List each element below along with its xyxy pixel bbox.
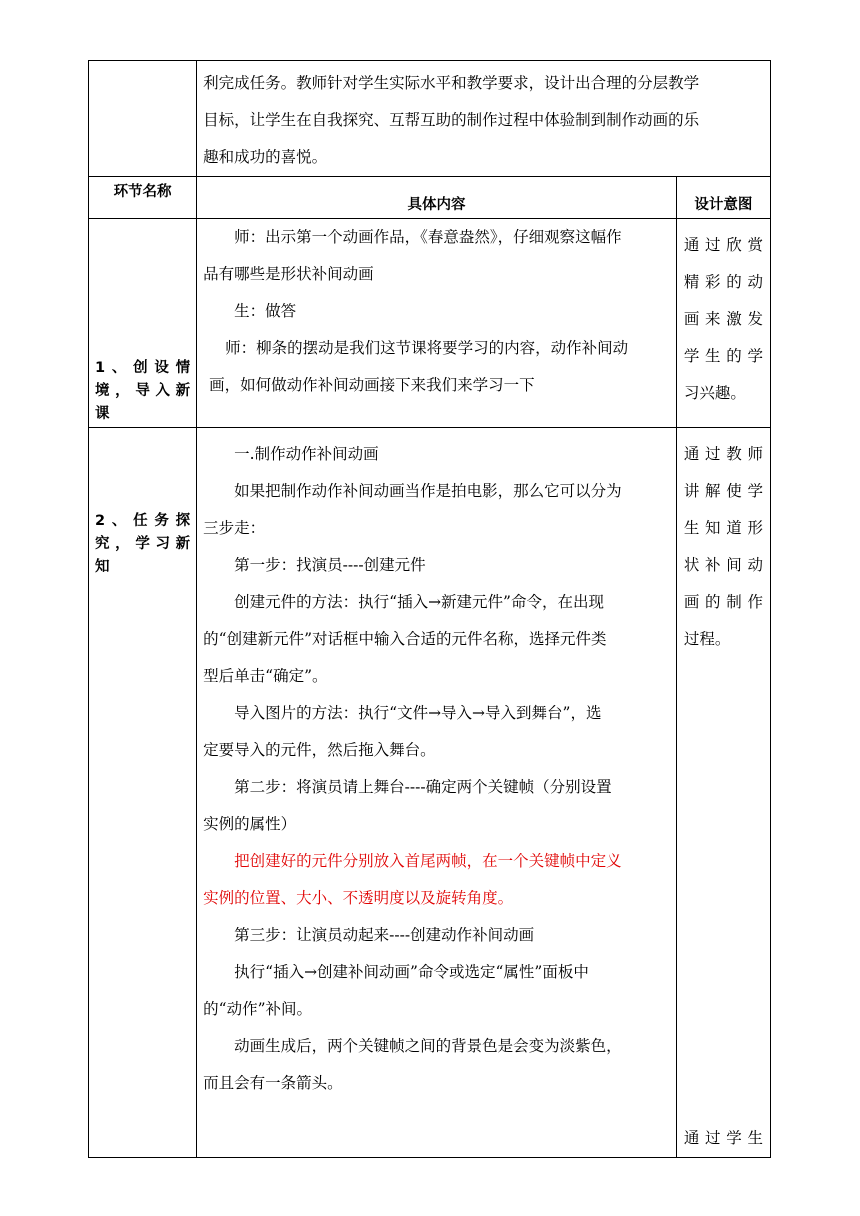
stage-intent-cell xyxy=(676,219,770,428)
text-line: 导入图片的方法：执行“文件→导入→导入到舞台”，选 xyxy=(234,704,602,722)
text-line: 而且会有一条箭头。 xyxy=(203,1074,343,1092)
stage-label-cell xyxy=(89,428,197,1158)
text-line: 师：出示第一个动画作品，《春意盎然》，仔细观察这幅作 xyxy=(234,228,622,246)
stage-row-1 xyxy=(89,219,771,428)
text-line: 执行“插入→创建补间动画”命令或选定“属性”面板中 xyxy=(234,963,589,981)
stage-label: 2、任务探 究，学习新 知 xyxy=(95,513,191,575)
lesson-plan-table xyxy=(88,60,771,1158)
text-line: 第一步：找演员----创建元件 xyxy=(234,556,426,574)
text-line: 品有哪些是形状补间动画 xyxy=(203,265,374,283)
text-line: 一.制作动作补间动画 xyxy=(234,445,379,463)
header-intent: 设计意图 xyxy=(676,177,770,219)
text-line: 第三步：让演员动起来----创建动作补间动画 xyxy=(234,926,535,944)
text-line: 画，如何做动作补间动画接下来我们来学习一下 xyxy=(209,376,535,394)
text-line: 目标，让学生在自我探究、互帮互助的制作过程中体验制到制作动画的乐 xyxy=(203,111,700,129)
stage-label: 1、创设情 境，导入新 课 xyxy=(95,360,191,422)
stage-label-cell xyxy=(89,219,197,428)
continuation-row xyxy=(89,61,771,177)
text-line: 型后单击“确定”。 xyxy=(203,667,328,685)
header-row xyxy=(89,177,771,219)
highlighted-text-line: 把创建好的元件分别放入首尾两帧，在一个关键帧中定义 xyxy=(234,852,622,870)
stage-content-cell xyxy=(197,428,677,1158)
text-line: 的“动作”补间。 xyxy=(203,1000,312,1018)
header-content: 具体内容 xyxy=(197,177,677,219)
highlighted-text-line: 实例的位置、大小、不透明度以及旋转角度。 xyxy=(203,889,514,907)
design-intent-continued: 通过学生 xyxy=(683,1129,763,1147)
text-line: 师：柳条的摆动是我们这节课将要学习的内容，动作补间动 xyxy=(225,339,629,357)
text-line: 创建元件的方法：执行“插入→新建元件”命令，在出现 xyxy=(234,593,604,611)
stage-row-2 xyxy=(89,428,771,1158)
text-line: 动画生成后，两个关键帧之间的背景色是会变为淡紫色， xyxy=(234,1037,622,1055)
stage-content-cell xyxy=(197,219,677,428)
stage-intent-cell xyxy=(676,428,770,1158)
continuation-text-cell xyxy=(197,61,771,177)
text-line: 实例的属性） xyxy=(203,815,297,833)
text-line: 定要导入的元件，然后拖入舞台。 xyxy=(203,741,436,759)
text-line: 三步走： xyxy=(203,519,266,537)
text-line: 第二步：将演员请上舞台----确定两个关键帧（分别设置 xyxy=(234,778,612,796)
text-line: 趣和成功的喜悦。 xyxy=(203,148,328,166)
design-intent: 通过欣赏 精彩的动 画来激发 学生的学 习兴趣。 xyxy=(683,236,763,402)
header-stage-name: 环节名称 xyxy=(89,177,197,219)
text-line: 如果把制作动作补间动画当作是拍电影，那么它可以分为 xyxy=(234,482,622,500)
design-intent: 通过教师 讲解使学 生知道形 状补间动 画的制作 过程。 xyxy=(683,445,763,648)
text-line: 的“创建新元件”对话框中输入合适的元件名称，选择元件类 xyxy=(203,630,607,648)
empty-cell xyxy=(89,61,197,177)
text-line: 生：做答 xyxy=(234,302,297,320)
text-line: 利完成任务。教师针对学生实际水平和教学要求，设计出合理的分层教学 xyxy=(203,74,700,92)
